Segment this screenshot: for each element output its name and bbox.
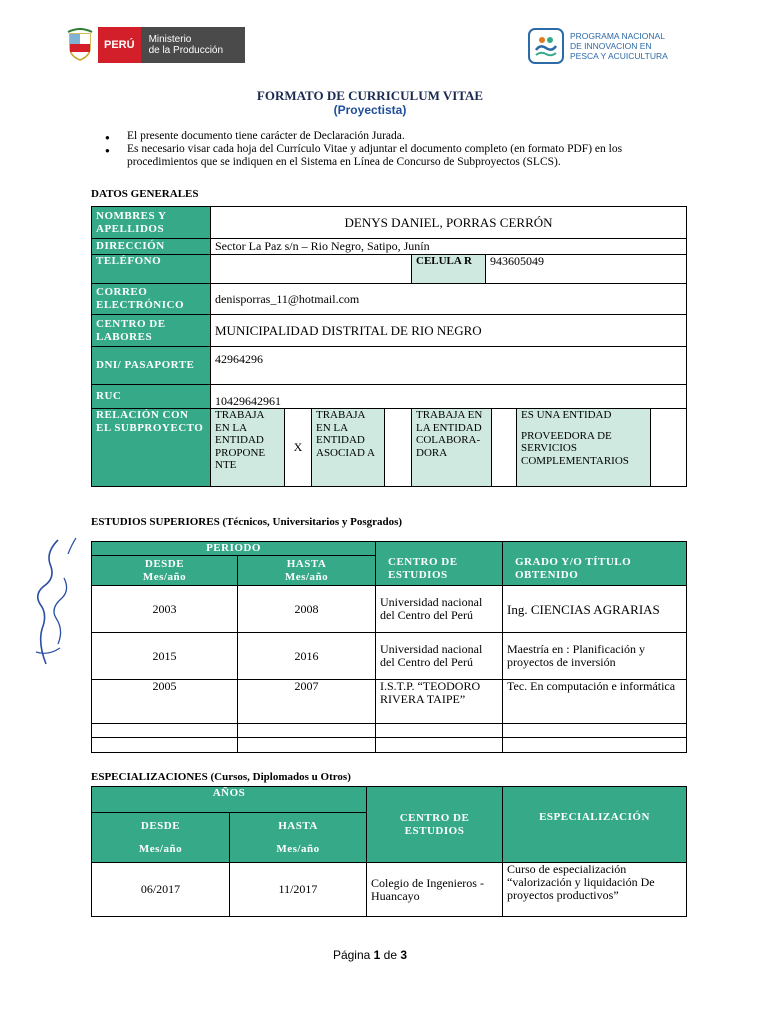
estudios-centro-cell: [376, 738, 503, 753]
estudios-hasta-label: HASTA: [286, 557, 327, 570]
datos-generales-heading: DATOS GENERALES: [91, 188, 199, 200]
espec-desde-label: DESDE: [140, 819, 181, 832]
espec-hasta-label: HASTA: [278, 819, 318, 832]
estudios-hasta-header: [238, 556, 376, 586]
espec-centro-header: CENTRO DE ESTUDIOS: [367, 787, 503, 863]
pni-logo: [528, 27, 678, 65]
relacion-option-colaboradora: TRABAJA EN LA ENTIDAD COLABORA-DORA: [412, 409, 492, 487]
direccion-label: DIRECCIÓN: [92, 239, 211, 255]
peru-label: PERÚ: [98, 27, 141, 63]
table-row: [92, 738, 687, 753]
estudios-hasta-cell: 2007: [238, 680, 376, 724]
nombres-value: DENYS DANIEL, PORRAS CERRÓN: [211, 207, 687, 239]
estudios-desde-cell: [92, 724, 238, 738]
correo-label: CORREO ELECTRÓNICO: [92, 284, 211, 315]
page-total: 3: [400, 948, 408, 962]
page-number: [0, 948, 740, 962]
relacion-label: RELACIÓN CON EL SUBPROYECTO: [92, 409, 211, 487]
peru-ministry-logo: [66, 27, 258, 63]
document-subtitle: (Proyectista): [333, 103, 407, 117]
telefono-value: [211, 255, 412, 284]
ruc-value: 10429642961: [211, 385, 687, 409]
estudios-hasta-cell: [238, 724, 376, 738]
anos-header: AÑOS: [92, 787, 367, 813]
table-row: [92, 863, 687, 917]
especializaciones-table: [91, 786, 687, 917]
pni-line2: DE INNOVACION EN: [570, 41, 652, 51]
periodo-header: PERIODO: [92, 542, 376, 556]
estudios-grado-cell: Tec. En computación e informática: [503, 680, 687, 724]
relacion-mark-colaboradora: [492, 409, 517, 487]
espec-cell: Curso de especialización “valorización y liquidación De proyectos productivos”: [503, 863, 687, 917]
estudios-desde-cell: 2005: [92, 680, 238, 724]
telefono-label: TELÉFONO: [92, 255, 211, 284]
estudios-desde-cell: 2015: [92, 633, 238, 680]
page-prefix: Página: [332, 948, 374, 962]
pni-text: [570, 31, 668, 61]
page-current: 1: [373, 948, 381, 962]
estudios-grado-cell: [503, 724, 687, 738]
centro-label: CENTRO DE LABORES: [92, 315, 211, 347]
table-row: [92, 586, 687, 633]
ministry-line2: de la Producción: [148, 45, 224, 56]
estudios-desde-cell: 2003: [92, 586, 238, 633]
nombres-label: NOMBRES Y APELLIDOS: [92, 207, 211, 239]
ruc-label: RUC: [92, 385, 211, 409]
espec-centro-cell: Colegio de Ingenieros - Huancayo: [367, 863, 503, 917]
pni-line1: PROGRAMA NACIONAL: [570, 31, 665, 41]
datos-generales-table: [91, 206, 687, 487]
relacion-mark-asociada: [385, 409, 412, 487]
espec-desde-header: [92, 813, 230, 863]
coat-of-arms-icon: [66, 28, 94, 62]
estudios-hasta-cell: 2016: [238, 633, 376, 680]
relacion-mark-proponente: X: [285, 409, 312, 487]
fish-wave-icon: [528, 28, 564, 64]
handwritten-signature: [28, 534, 78, 674]
estudios-desde-header: [92, 556, 238, 586]
estudios-hasta-cell: [238, 738, 376, 753]
espec-hasta-cell: 11/2017: [230, 863, 367, 917]
document-title: FORMATO DE CURRICULUM VITAE: [256, 88, 484, 103]
relacion-option-proponente: TRABAJA EN LA ENTIDAD PROPONE NTE: [211, 409, 285, 487]
celular-label: CELULA R: [412, 255, 486, 284]
celular-value: 943605049: [486, 255, 687, 284]
estudios-grado-header: GRADO Y/O TÍTULO OBTENIDO: [503, 542, 687, 586]
estudios-desde-label: DESDE: [144, 557, 185, 570]
table-row: [92, 633, 687, 680]
instruction-item: ● Es necesario visar cada hoja del Currículo Vitae y adjuntar el documento completo (en formato PDF) en los procedimientos que se indiquen en el Sistema en Línea de Concurso de Subproyectos (SLCS).: [105, 143, 685, 169]
relacion-option-proveedora: [517, 409, 651, 487]
espec-header: ESPECIALIZACIÓN: [503, 787, 687, 863]
dni-label: DNI/ PASAPORTE: [92, 347, 211, 385]
estudios-grado-cell: Ing. CIENCIAS AGRARIAS: [503, 586, 687, 633]
ministry-line1: Ministerio: [148, 34, 192, 45]
estudios-desde-sub: Mes/año: [142, 570, 187, 583]
estudios-grado-cell: Maestría en : Planificación y proyectos de inversión: [503, 633, 687, 680]
table-row: [92, 724, 687, 738]
espec-hasta-sub: Mes/año: [276, 842, 320, 855]
estudios-hasta-cell: 2008: [238, 586, 376, 633]
estudios-centro-header: CENTRO DE ESTUDIOS: [376, 542, 503, 586]
estudios-table: [91, 541, 687, 753]
dni-value: 42964296: [211, 347, 687, 385]
estudios-centro-cell: Universidad nacional del Centro del Perú: [376, 633, 503, 680]
relacion-option-asociada: TRABAJA EN LA ENTIDAD ASOCIAD A: [312, 409, 385, 487]
page-mid: de: [380, 948, 401, 962]
centro-value: MUNICIPALIDAD DISTRITAL DE RIO NEGRO: [211, 315, 687, 347]
direccion-value: Sector La Paz s/n – Rio Negro, Satipo, Junín: [211, 239, 687, 255]
estudios-grado-cell: [503, 738, 687, 753]
estudios-desde-cell: [92, 738, 238, 753]
espec-hasta-header: [230, 813, 367, 863]
estudios-centro-cell: Universidad nacional del Centro del Perú: [376, 586, 503, 633]
instructions-list: [105, 130, 685, 169]
especializaciones-heading: ESPECIALIZACIONES (Cursos, Diplomados u Otros): [91, 771, 351, 783]
estudios-centro-cell: I.S.T.P. “TEODORO RIVERA TAIPE”: [376, 680, 503, 724]
espec-desde-sub: Mes/año: [138, 842, 183, 855]
instruction-item: ● El presente documento tiene carácter de Declaración Jurada.: [105, 130, 685, 143]
proveedora-line2: PROVEEDORA DE SERVICIOS COMPLEMENTARIOS: [521, 429, 629, 467]
table-row: [92, 680, 687, 724]
proveedora-line1: ES UNA ENTIDAD: [521, 409, 612, 421]
espec-desde-cell: 06/2017: [92, 863, 230, 917]
estudios-hasta-sub: Mes/año: [284, 570, 329, 583]
estudios-centro-cell: [376, 724, 503, 738]
ministry-label: [141, 27, 245, 63]
estudios-heading: ESTUDIOS SUPERIORES (Técnicos, Universitarios y Posgrados): [91, 516, 403, 528]
pni-line3: PESCA Y ACUICULTURA: [570, 51, 668, 61]
correo-value: denisporras_11@hotmail.com: [211, 284, 687, 315]
relacion-mark-proveedora: [651, 409, 687, 487]
